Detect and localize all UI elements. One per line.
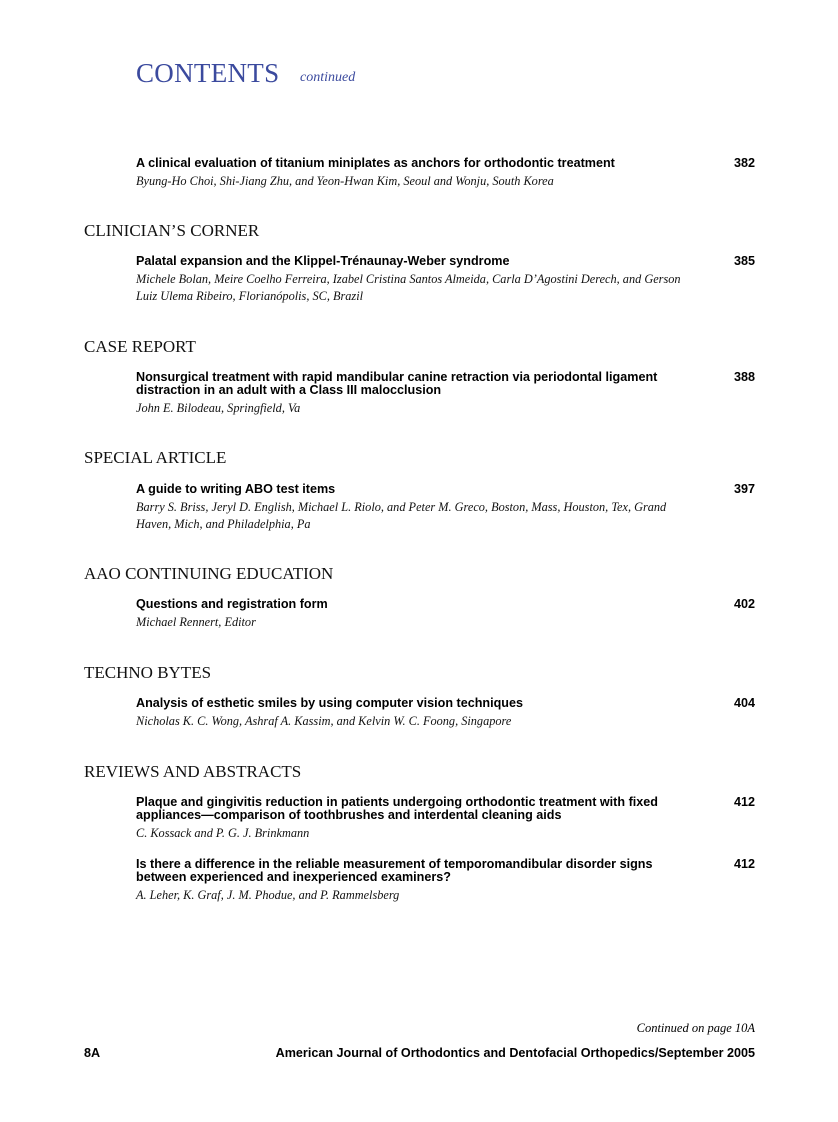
entry-authors: Byung-Ho Choi, Shi-Jiang Zhu, and Yeon-Hwan Kim, Seoul and Wonju, South Korea — [136, 174, 554, 188]
entry-authors: Michael Rennert, Editor — [136, 615, 256, 629]
section-heading: CLINICIAN’S CORNER — [84, 221, 260, 240]
entry-title[interactable]: Is there a difference in the reliable measurement of temporomandibular disorder signs between experienced and inexperienced examiners? — [136, 857, 653, 884]
section-heading: TECHNO BYTES — [84, 663, 212, 682]
toc-entry[interactable] — [136, 598, 755, 631]
entry-authors: Michele Bolan, Meire Coelho Ferreira, Izabel Cristina Santos Almeida, Carla D’Agostini Derech, and Gerson Luiz Ulema Ribeiro, Florianópolis, SC, Brazil — [136, 272, 681, 303]
toc-entry[interactable] — [136, 796, 755, 842]
entry-title[interactable]: Plaque and gingivitis reduction in patients undergoing orthodontic treatment with fixed appliances—comparison of toothbrushes and interdental cleaning aids — [136, 795, 658, 822]
toc-entry[interactable] — [136, 157, 755, 190]
entry-title[interactable]: Nonsurgical treatment with rapid mandibular canine retraction via periodontal ligament distraction in an adult with a Class III malocclusion — [136, 370, 658, 397]
continued-note: Continued on page 10A — [636, 1021, 755, 1035]
section-heading: AAO CONTINUING EDUCATION — [84, 564, 334, 583]
toc-entry[interactable] — [136, 255, 755, 304]
entry-authors: John E. Bilodeau, Springfield, Va — [136, 401, 301, 415]
footer-journal: American Journal of Orthodontics and Dentofacial Orthopedics/September 2005 — [275, 1046, 755, 1060]
entry-authors: Barry S. Briss, Jeryl D. English, Michael L. Riolo, and Peter M. Greco, Boston, Mass, Houston, Tex, Grand Haven, Mich, and Philadelphia, Pa — [136, 500, 667, 531]
section-heading: CASE REPORT — [84, 337, 196, 356]
entry-page: 382 — [733, 156, 755, 170]
entry-page: 402 — [733, 597, 755, 611]
entry-authors: A. Leher, K. Graf, J. M. Phodue, and P. Rammelsberg — [136, 888, 400, 902]
entry-title[interactable]: Questions and registration form — [136, 597, 328, 611]
entry-page: 412 — [733, 795, 755, 809]
entry-title[interactable]: Analysis of esthetic smiles by using computer vision techniques — [136, 696, 524, 710]
section-heading: SPECIAL ARTICLE — [84, 448, 227, 467]
entry-page: 385 — [733, 254, 755, 268]
entry-title[interactable]: A clinical evaluation of titanium miniplates as anchors for orthodontic treatment — [136, 156, 615, 170]
entry-title[interactable]: Palatal expansion and the Klippel-Trénaunay-Weber syndrome — [136, 254, 510, 268]
entry-page: 404 — [733, 696, 755, 710]
entry-page: 397 — [733, 482, 755, 496]
toc-entry[interactable] — [136, 483, 755, 532]
section-heading: REVIEWS AND ABSTRACTS — [84, 762, 302, 781]
entry-title[interactable]: A guide to writing ABO test items — [136, 482, 336, 496]
entry-page: 412 — [733, 857, 755, 871]
toc-entry[interactable] — [136, 858, 755, 904]
footer-page-number: 8A — [84, 1046, 101, 1060]
toc-entry[interactable] — [136, 697, 755, 730]
page-subtitle: continued — [300, 70, 356, 85]
toc-entry[interactable] — [136, 371, 755, 417]
entry-authors: C. Kossack and P. G. J. Brinkmann — [136, 826, 310, 840]
entry-authors: Nicholas K. C. Wong, Ashraf A. Kassim, and Kelvin W. C. Foong, Singapore — [136, 714, 512, 728]
entry-page: 388 — [733, 370, 755, 384]
page-title: CONTENTS — [136, 58, 280, 88]
